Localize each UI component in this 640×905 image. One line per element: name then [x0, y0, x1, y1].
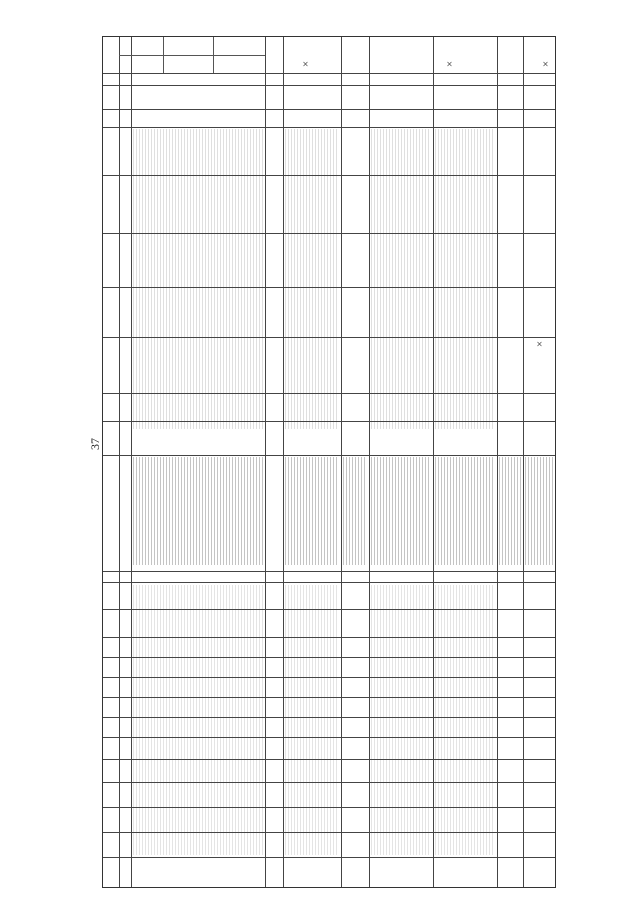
table-rule	[103, 85, 555, 86]
table-rule	[265, 37, 266, 887]
table-rule	[103, 127, 555, 128]
page-number: 37	[88, 438, 102, 450]
budget-table	[102, 36, 556, 888]
table-text	[133, 457, 263, 565]
table-rule	[103, 73, 555, 74]
table-text	[435, 457, 495, 565]
table-rule	[433, 37, 434, 887]
table-text	[285, 585, 339, 855]
table-rule	[341, 37, 342, 887]
x-mark: ×	[444, 60, 456, 68]
table-text	[133, 129, 263, 429]
table-rule	[119, 55, 265, 56]
table-text	[133, 585, 263, 855]
table-rule	[497, 37, 498, 887]
table-text	[435, 129, 495, 429]
table-rule	[283, 37, 284, 887]
table-rule	[103, 455, 555, 456]
table-text	[499, 457, 521, 565]
table-rule	[103, 571, 555, 572]
table-text	[371, 457, 431, 565]
table-text	[435, 585, 495, 855]
table-rule	[103, 109, 555, 110]
table-rule	[103, 857, 555, 858]
table-text	[371, 129, 431, 429]
table-rule	[523, 37, 524, 887]
table-text	[285, 457, 339, 565]
table-text	[343, 457, 367, 565]
table-text	[525, 457, 553, 565]
table-rule	[131, 37, 132, 887]
x-mark: ×	[300, 60, 312, 68]
table-rule	[103, 582, 555, 583]
x-mark: ×	[540, 60, 552, 68]
x-mark: ×	[534, 340, 546, 348]
table-text	[371, 585, 431, 855]
table-text	[285, 129, 339, 429]
table-rule	[369, 37, 370, 887]
table-rule	[119, 37, 120, 887]
